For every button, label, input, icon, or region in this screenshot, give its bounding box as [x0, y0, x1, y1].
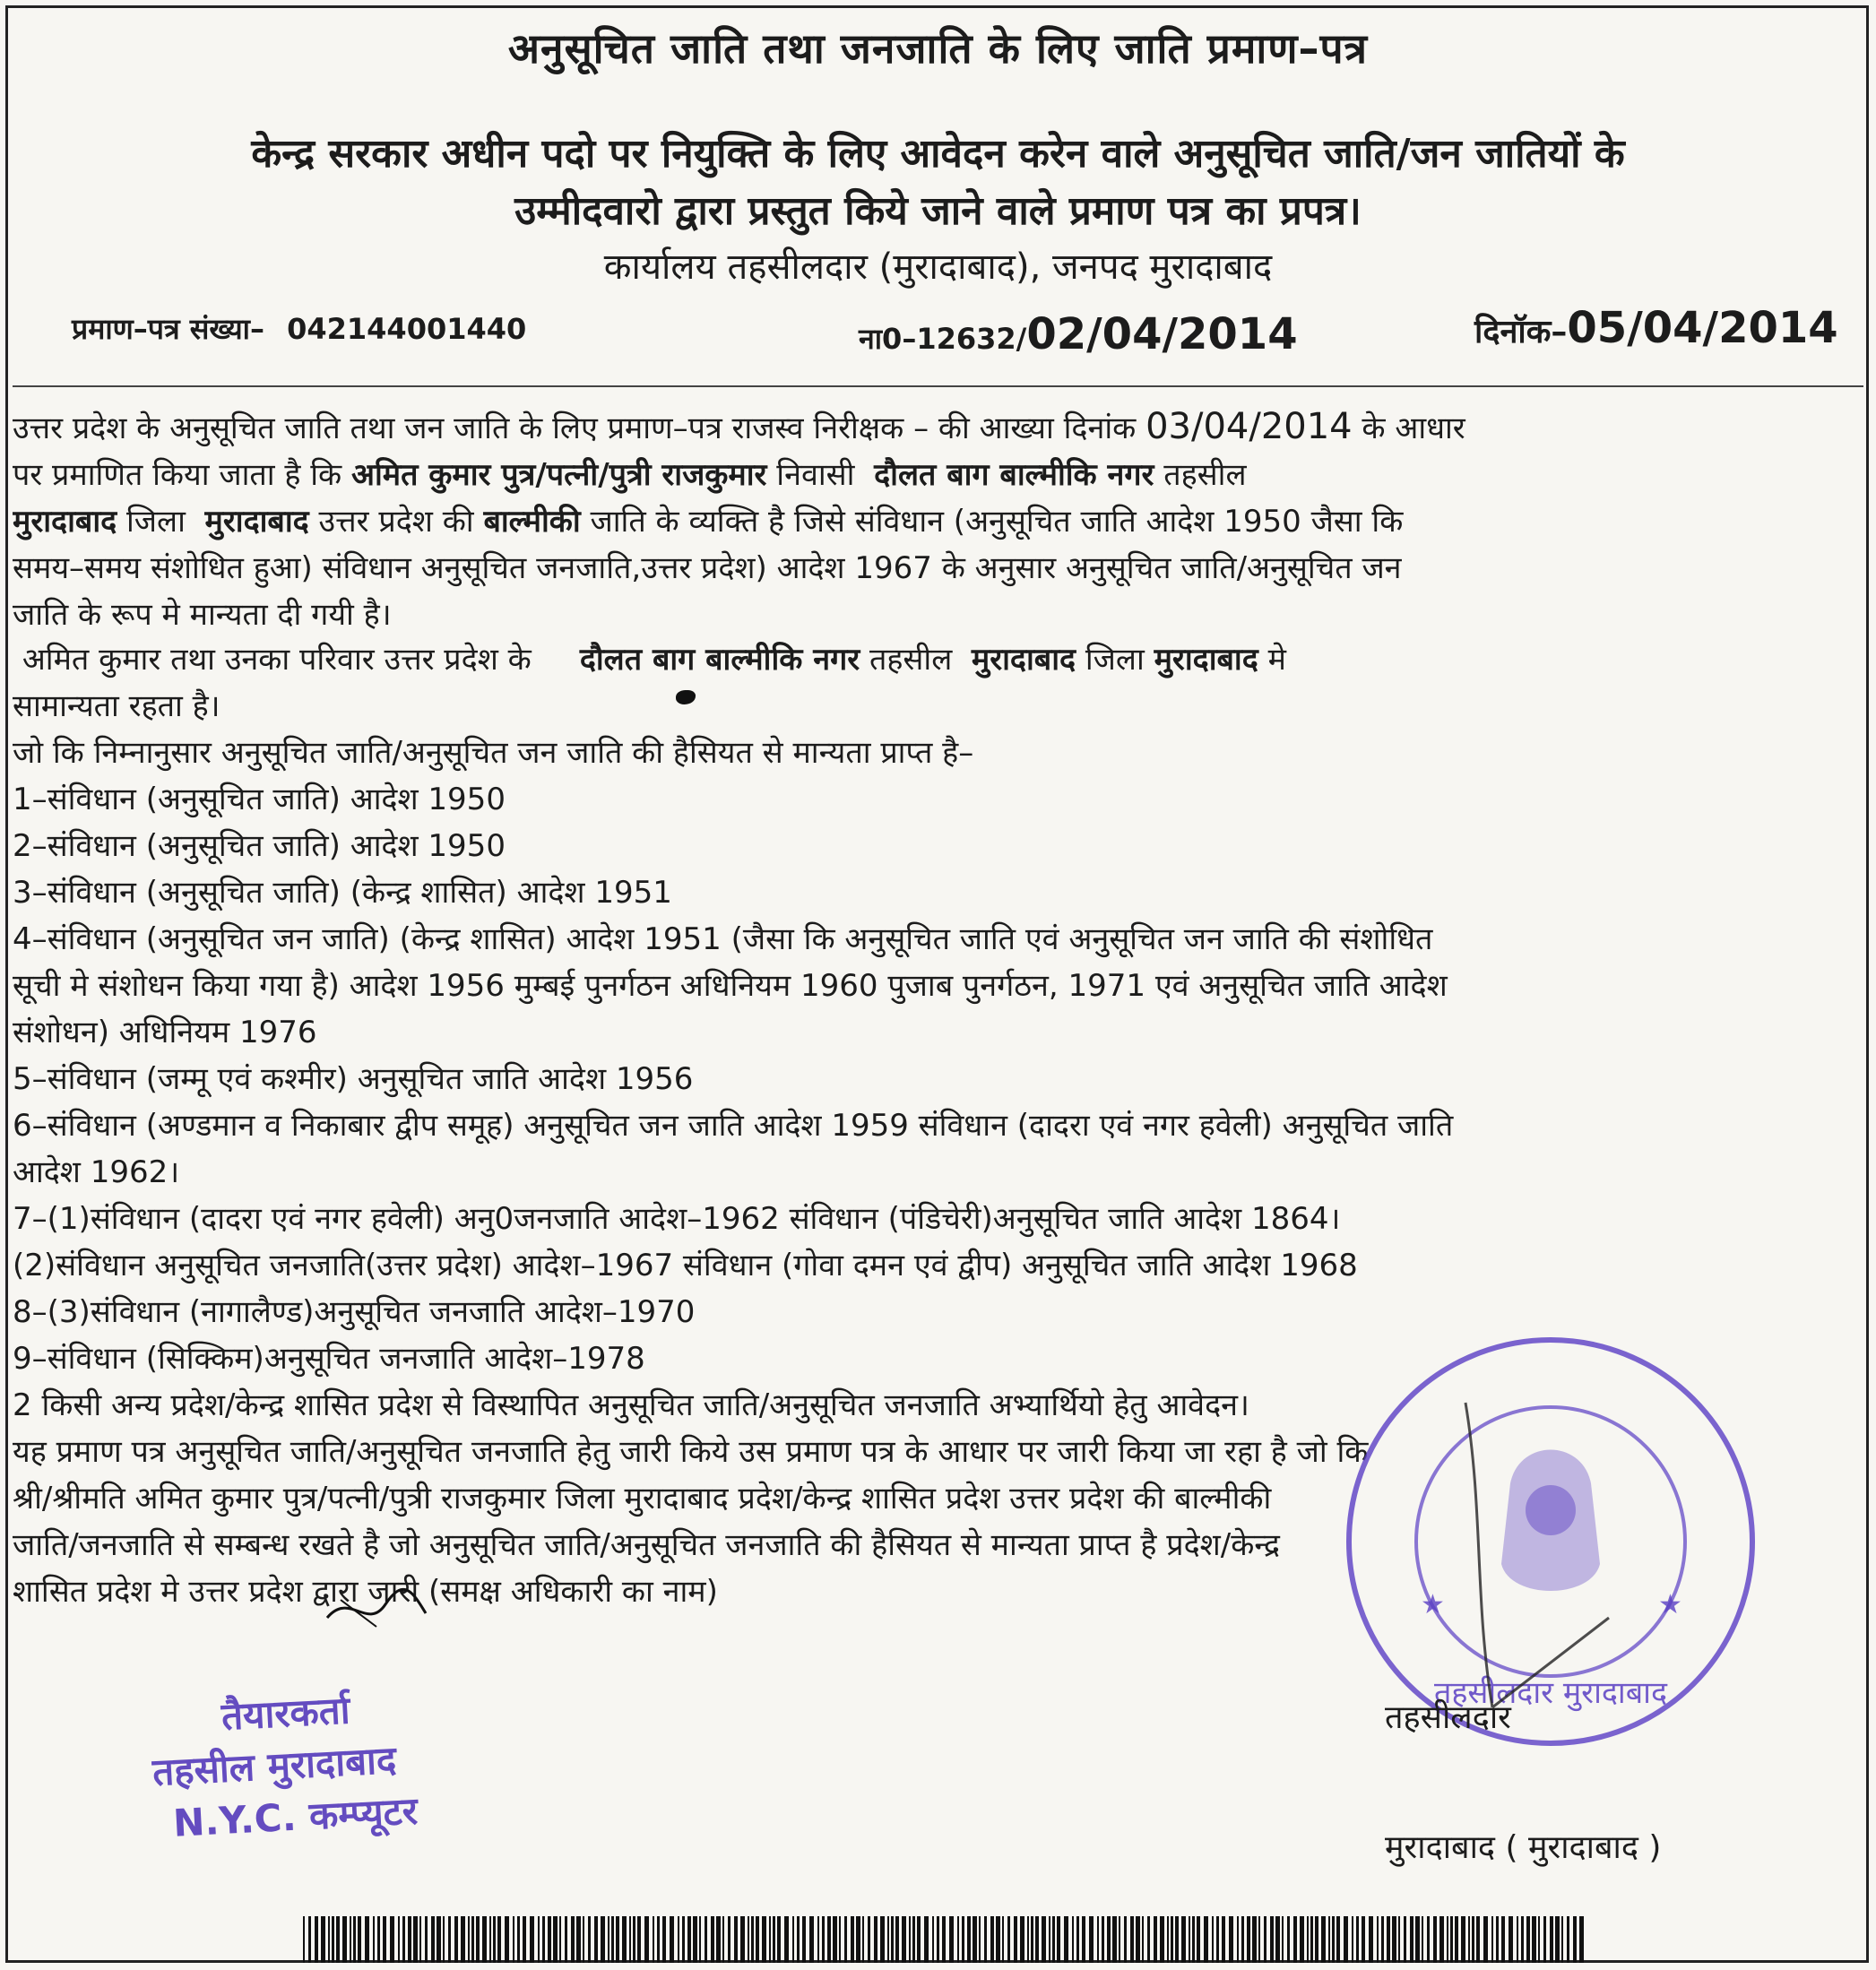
para1-text: उत्तर प्रदेश के अनुसूचित जाति तथा जन जाति के लिए प्रमाण–पत्र राजस्व निरीक्षक – की आख्या दिनांक — [13, 410, 1137, 446]
district-name: मुरादाबाद — [204, 504, 309, 540]
order-line: 2–संविधान (अनुसूचित जाति) आदेश 1950 — [13, 828, 506, 864]
subtitle-line-1: केन्द्र सरकार अधीन पदो पर नियुक्ति के लिए आवेदन करेन वाले अनुसूचित जाति/जन जातियों के — [251, 131, 1625, 177]
residence-tehsil: मुरादाबाद — [971, 642, 1076, 678]
order-line: श्री/श्रीमति अमित कुमार पुत्र/पत्नी/पुत्री राजकुमार जिला मुरादाबाद प्रदेश/केन्द्र शासित प्रदेश उत्तर प्रदेश की बाल्मीकी — [13, 1481, 1272, 1516]
issue-date-label: दिनॉक– — [1474, 314, 1568, 350]
signatory-designation: तहसीलदार — [1385, 1699, 1511, 1736]
order-line: 4–संविधान (अनुसूचित जन जाति) (केन्द्र शासित) आदेश 1951 (जैसा कि अनुसूचित जाति एवं अनुसूचित जन जाति की संशोधित — [13, 921, 1433, 957]
tehsil-name: मुरादाबाद — [13, 504, 117, 540]
stamp-line: N.Y.C. कम्प्यूटर — [171, 1788, 419, 1845]
order-line: 2 किसी अन्य प्रदेश/केन्द्र शासित प्रदेश से विस्थापित अनुसूचित जाति/अनुसूचित जनजाति अभ्यार्थियो हेतु आवेदन। — [13, 1387, 1249, 1423]
order-line: यह प्रमाण पत्र अनुसूचित जाति/अनुसूचित जनजाति हेतु जारी किये उस प्रमाण पत्र के आधार पर जारी किया जा रहा है जो कि — [13, 1434, 1369, 1470]
residence-paragraph — [13, 636, 1868, 730]
certificate-subtitle — [27, 125, 1849, 240]
para1-text: पर प्रमाणित किया जाता है कि — [13, 457, 342, 493]
certificate-number-label: प्रमाण–पत्र संख्या– — [72, 312, 264, 346]
para1-line-2 — [13, 452, 1868, 498]
order-line: जाति/जनजाति से सम्बन्ध रखते है जो अनुसूचित जाति/अनुसूचित जनजाति की हैसियत से मान्यता प्राप्त है प्रदेश/केन्द्र — [13, 1527, 1280, 1563]
para1-line-4: समय–समय संशोधित हुआ) संविधान अनुसूचित जनजाति,उत्तर प्रदेश) आदेश 1967 के अनुसार अनुसूचित जाति/अनुसूचित जन — [13, 550, 1402, 586]
stamp-line: तैयारकर्ता — [220, 1688, 351, 1739]
initials-signature — [323, 1582, 430, 1636]
inspection-report-date: 03/04/2014 — [1145, 406, 1353, 447]
svg-text:★: ★ — [1421, 1589, 1445, 1620]
header-divider — [13, 385, 1863, 387]
order-line: 5–संविधान (जम्मू एवं कश्मीर) अनुसूचित जाति आदेश 1956 — [13, 1061, 694, 1097]
issue-date-field — [1474, 303, 1838, 353]
para1-text: निवासी — [776, 457, 855, 493]
applicant-address: दौलत बाग बाल्मीकि नगर — [874, 457, 1154, 493]
para1-text: उत्तर प्रदेश की — [318, 504, 474, 540]
order-line: 9–संविधान (सिक्किम)अनुसूचित जनजाति आदेश–1978 — [13, 1341, 645, 1377]
para1-line-1 — [13, 403, 1868, 452]
seal-label: तहसीलदार मुरादाबाद — [1433, 1675, 1668, 1711]
para2-text: जिला — [1085, 642, 1145, 678]
para2-text: मे — [1267, 642, 1286, 678]
certificate-title: अनुसूचित जाति तथा जनजाति के लिए जाति प्रमाण–पत्र — [507, 24, 1369, 73]
svg-text:★: ★ — [1658, 1589, 1682, 1620]
signatory-place: मुरादाबाद ( मुरादाबाद ) — [1385, 1829, 1662, 1866]
prepared-by-stamp — [149, 1675, 533, 1851]
para1-text: जिला — [126, 504, 186, 540]
para1-text: तहसील — [1163, 457, 1247, 493]
order-line: संशोधन) अधिनियम 1976 — [13, 1015, 317, 1050]
barcode — [303, 1916, 1585, 1963]
certification-paragraph — [13, 403, 1868, 638]
issue-date-value: 05/04/2014 — [1567, 303, 1838, 353]
order-line: 1–संविधान (अनुसूचित जाति) आदेश 1950 — [13, 782, 506, 817]
orders-intro: जो कि निम्नानुसार अनुसूचित जाति/अनुसूचित जन जाति की हैसियत से मान्यता प्राप्त है– — [13, 735, 974, 771]
order-line: 7–(1)संविधान (दादरा एवं नगर हवेली) अनु0जनजाति आदेश–1962 संविधान (पंडिचेरी)अनुसूचित जाति आदेश 1864। — [13, 1201, 1341, 1237]
issuing-office: कार्यालय तहसीलदार (मुरादाबाद), जनपद मुरादाबाद — [603, 246, 1273, 288]
subtitle-line-2: उम्मीदवारो द्वारा प्रस्तुत किये जाने वाले प्रमाण पत्र का प्रपत्र। — [514, 188, 1362, 234]
order-line: आदेश 1962। — [13, 1154, 180, 1190]
order-line: शासित प्रदेश मे उत्तर प्रदेश द्वारा जारी (समक्ष अधिकारी का नाम) — [13, 1574, 718, 1610]
para2-line-2: सामान्यता रहता है। — [13, 688, 220, 724]
para1-text: जाति के व्यक्ति है जिसे संविधान (अनुसूचित जाति आदेश 1950 जैसा कि — [590, 504, 1404, 540]
certificate-number-value: 042144001440 — [287, 312, 527, 346]
para2-text: तहसील — [869, 642, 953, 678]
residence-district: मुरादाबाद — [1154, 642, 1258, 678]
para2-text: अमित कुमार तथा उनका परिवार उत्तर प्रदेश के — [22, 642, 532, 678]
order-line: सूची मे संशोधन किया गया है) आदेश 1956 मुम्बई पुनर्गठन अधिनियम 1960 पुजाब पुनर्गठन, 1971 एवं अनुसूचित जाति आदेश — [13, 968, 1448, 1004]
caste-name: बाल्मीकी — [483, 504, 581, 540]
certificate-number-field — [72, 309, 526, 348]
order-line: 8–(3)संविधान (नागालैण्ड)अनुसूचित जनजाति आदेश–1970 — [13, 1294, 696, 1330]
tehsildar-seal — [1340, 1331, 1761, 1752]
order-line: 6–संविधान (अण्डमान व निकाबार द्वीप समूह) अनुसूचित जन जाति आदेश 1959 संविधान (दादरा एवं नगर हवेली) अनुसूचित जाति — [13, 1108, 1454, 1144]
reference-date: 02/04/2014 — [1026, 309, 1298, 359]
applicant-name: अमित कुमार पुत्र/पत्नी/पुत्री राजकुमार — [350, 457, 767, 493]
para2-line-1 — [13, 636, 1868, 683]
residence-address: दौलत बाग बाल्मीकि नगर — [579, 642, 860, 678]
order-line: (2)संविधान अनुसूचित जनजाति(उत्तर प्रदेश) आदेश–1967 संविधान (गोवा दमन एवं द्वीप) अनुसूचित जाति आदेश 1968 — [13, 1248, 1358, 1283]
reference-number-prefix: ना0–12632/ — [859, 322, 1027, 356]
para1-text: के आधार — [1362, 410, 1465, 446]
order-line: 3–संविधान (अनुसूचित जाति) (केन्द्र शासित) आदेश 1951 — [13, 875, 672, 911]
stamp-line: तहसील मुरादाबाद — [151, 1737, 398, 1794]
para1-line-5: जाति के रूप मे मान्यता दी गयी है। — [13, 597, 392, 633]
reference-number-field — [859, 309, 1298, 359]
para1-line-3 — [13, 498, 1868, 545]
